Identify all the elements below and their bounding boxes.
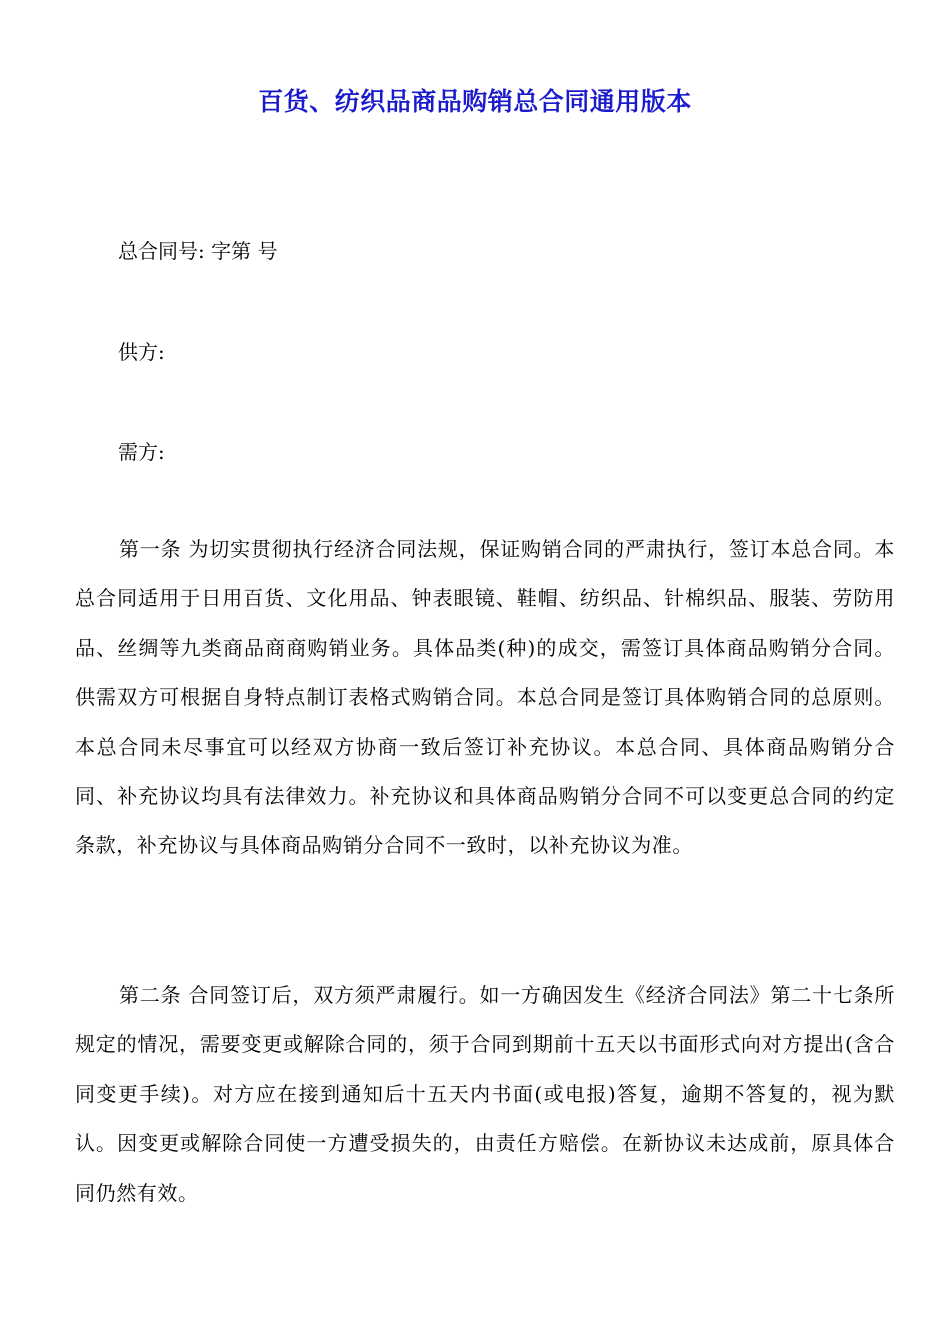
article-2-paragraph: 第二条 合同签订后，双方须严肃履行。如一方确因发生《经济合同法》第二十七条所规定的情况，需要变更或解除合同的，须于合同到期前十五天以书面形式向对方提出(含合同变更手续)。对方应在接到通知后十五天内书面(或电报)答复，逾期不答复的，视为默认。因变更或解除合同使一方遭受损失的，由责任方赔偿。在新协议未达成前，原具体合同仍然有效。	[75, 983, 895, 1205]
article-1-paragraph: 第一条 为切实贯彻执行经济合同法规，保证购销合同的严肃执行，签订本总合同。本总合同适用于日用百货、文化用品、钟表眼镜、鞋帽、纺织品、针棉织品、服装、劳防用品、丝绸等九类商品商商购销业务。具体品类(种)的成交，需签订具体商品购销分合同。供需双方可根据自身特点制订表格式购销合同。本总合同是签订具体购销合同的总原则。本总合同未尽事宜可以经双方协商一致后签订补充协议。本总合同、具体商品购销分合同、补充协议均具有法律效力。补充协议和具体商品购销分合同不可以变更总合同的约定条款，补充协议与具体商品购销分合同不一致时，以补充协议为准。	[75, 537, 895, 858]
contract-number-line: 总合同号: 字第 号	[118, 239, 278, 263]
document-title: 百货、纺织品商品购销总合同通用版本	[258, 87, 692, 116]
buyer-line: 需方:	[118, 440, 165, 464]
supplier-line: 供方:	[118, 340, 165, 364]
